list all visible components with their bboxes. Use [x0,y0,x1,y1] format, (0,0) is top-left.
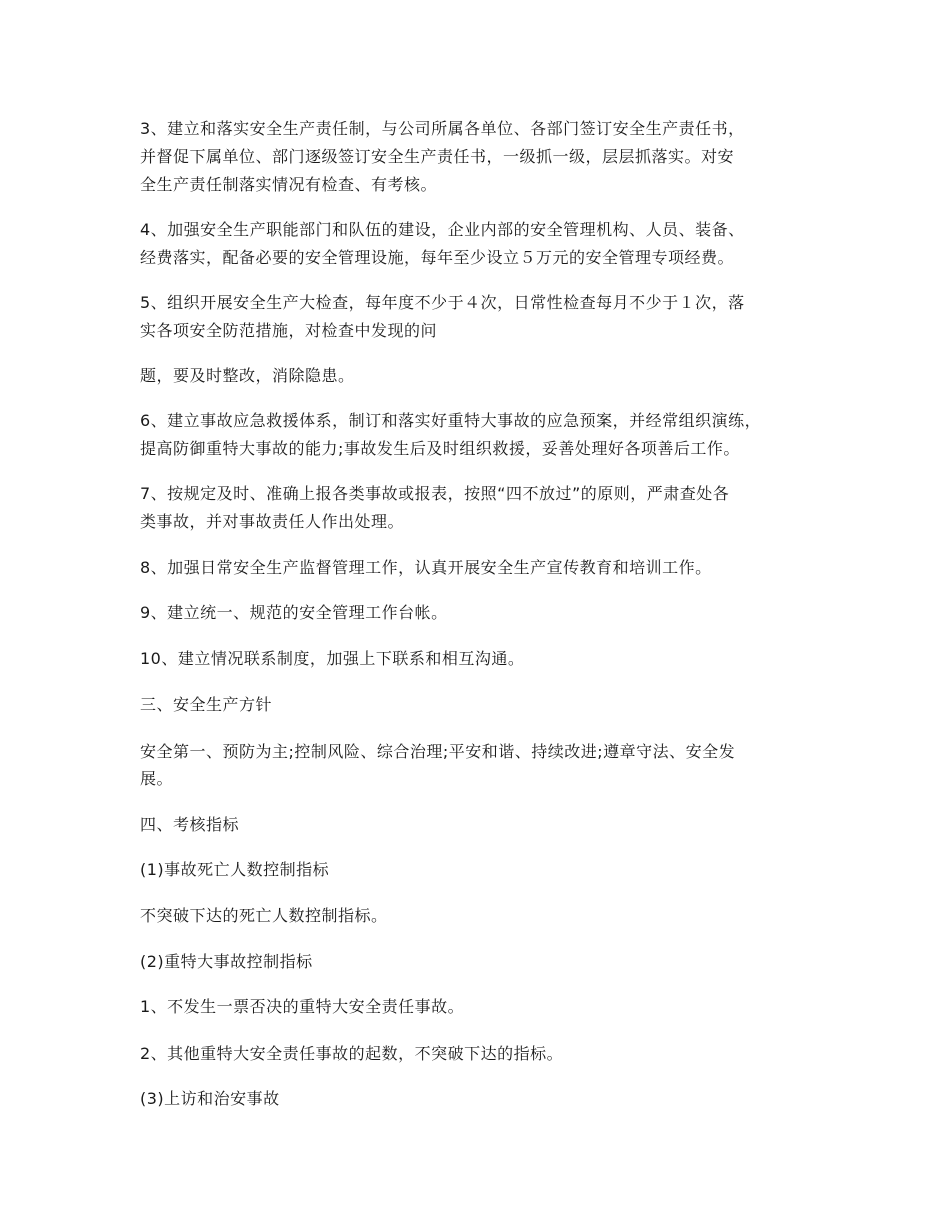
paragraph-3-line-1: 3、建立和落实安全生产责任制，与公司所属各单位、各部门签订安全生产责任书， [140,119,745,138]
paragraph-5-continued: 题，要及时整改，消除隐患。 [140,366,355,385]
subheading-1: (1)事故死亡人数控制指标 [140,860,330,879]
policy-line-1: 安全第一、预防为主;控制风险、综合治理;平安和谐、持续改进;遵章守法、安全发 [140,742,736,761]
policy-line-2: 展。 [140,769,174,788]
indicator-2-item-2: 2、其他重特大安全责任事故的起数，不突破下达的指标。 [140,1044,564,1063]
paragraph-8: 8、加强日常安全生产监督管理工作，认真开展安全生产宣传教育和培训工作。 [140,558,712,577]
paragraph-5-line-1: 5、组织开展安全生产大检查，每年度不少于４次，日常性检查每月不少于１次，落 [140,293,745,312]
paragraph-10: 10、建立情况联系制度，加强上下联系和相互沟通。 [140,649,525,668]
paragraph-6-line-2: 提高防御重特大事故的能力;事故发生后及时组织救援，妥善处理好各项善后工作。 [140,439,740,458]
paragraph-7-line-1: 7、按规定及时、准确上报各类事故或报表，按照“四不放过”的原则，严肃查处各 [140,484,730,503]
paragraph-4-line-2: 经费落实，配备必要的安全管理设施，每年至少设立５万元的安全管理专项经费。 [140,248,735,267]
paragraph-3-line-2: 并督促下属单位、部门逐级签订安全生产责任书，一级抓一级，层层抓落实。对安 [140,147,735,166]
section-heading-4: 四、考核指标 [140,815,240,834]
section-heading-3: 三、安全生产方针 [140,695,273,714]
subheading-3: (3)上访和治安事故 [140,1089,280,1108]
paragraph-7-line-2: 类事故，并对事故责任人作出处理。 [140,512,405,531]
indicator-2-item-1: 1、不发生一票否决的重特大安全责任事故。 [140,997,465,1016]
subheading-2: (2)重特大事故控制指标 [140,952,313,971]
paragraph-5-line-2: 实各项安全防范措施，对检查中发现的问 [140,321,438,340]
paragraph-4-line-1: 4、加强安全生产职能部门和队伍的建设，企业内部的安全管理机构、人员、装备、 [140,220,745,239]
paragraph-3-line-3: 全生产责任制落实情况有检查、有考核。 [140,175,438,194]
paragraph-6-line-1: 6、建立事故应急救援体系，制订和落实好重特大事故的应急预案，并经常组织演练， [140,411,762,430]
paragraph-9: 9、建立统一、规范的安全管理工作台帐。 [140,603,448,622]
indicator-1-text: 不突破下达的死亡人数控制指标。 [140,906,388,925]
